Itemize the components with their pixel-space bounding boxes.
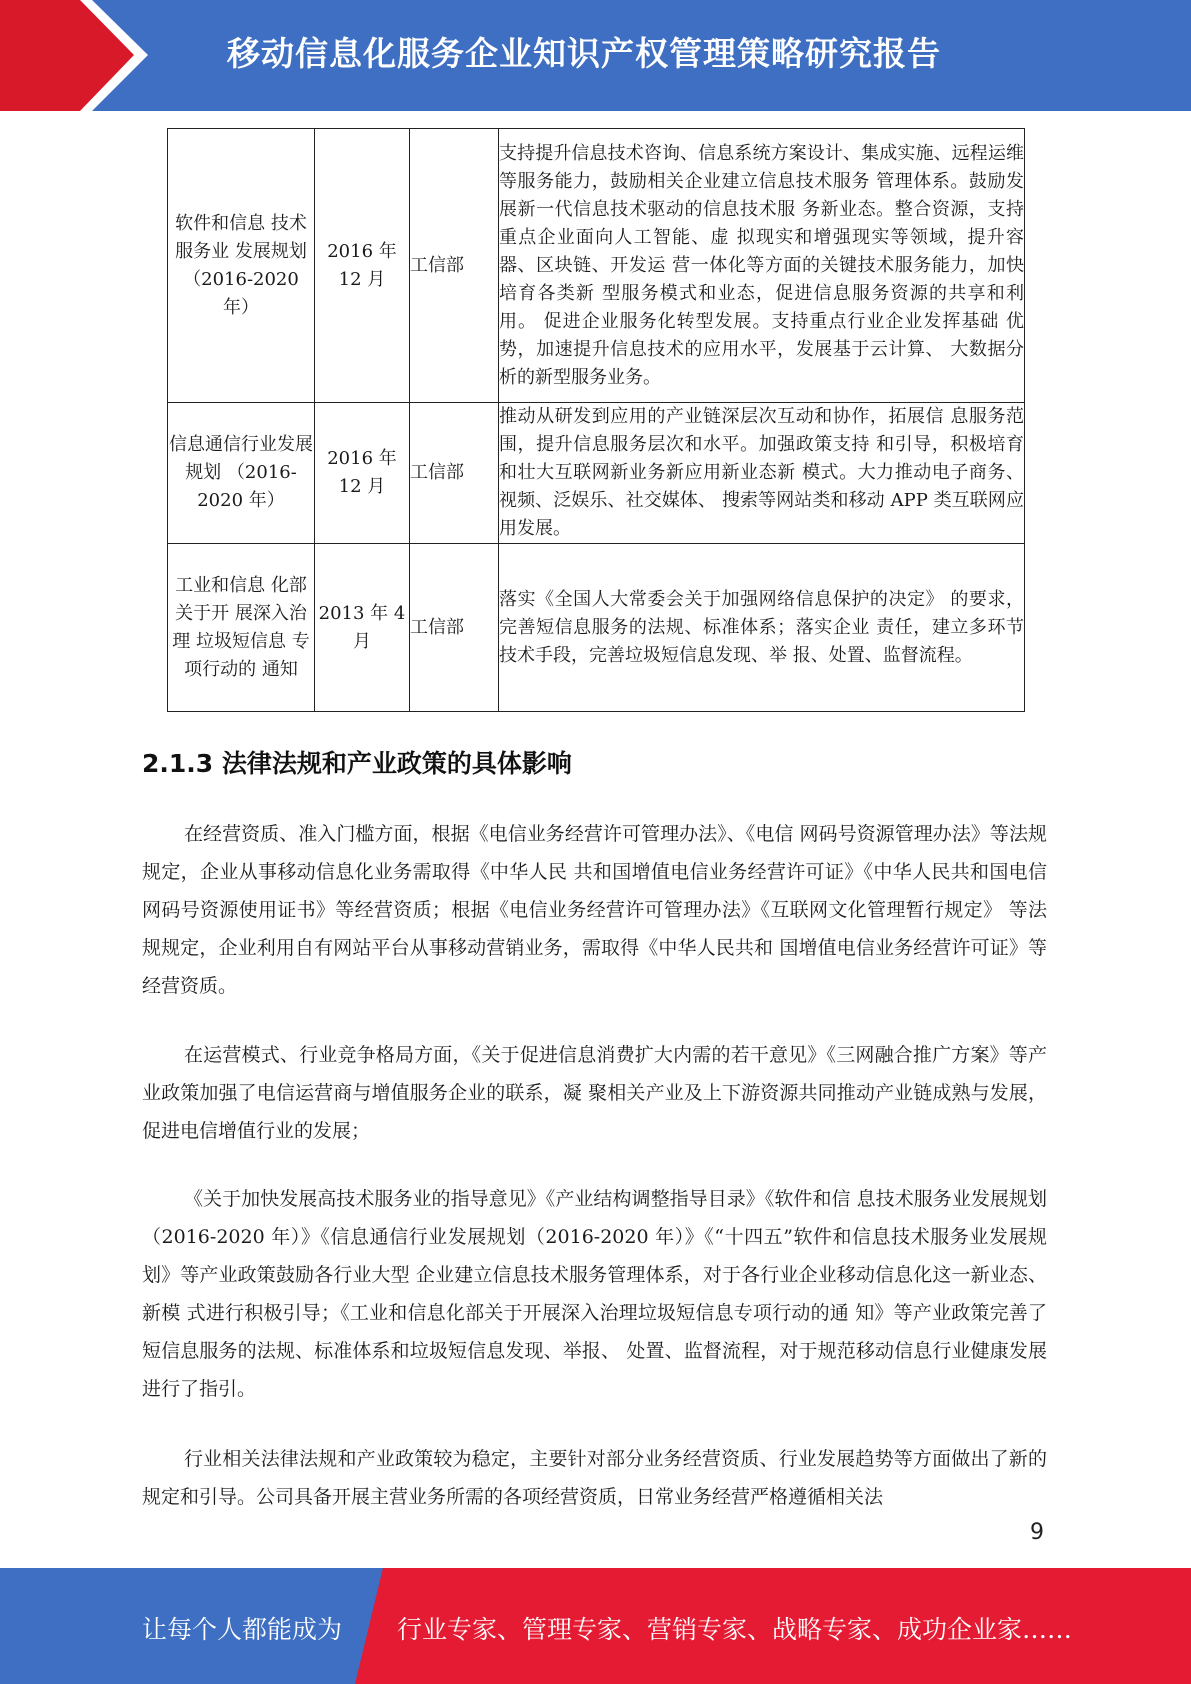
body-paragraph: 在运营模式、行业竞争格局方面，《关于促进信息消费扩大内需的若干意见》《三网融合推广方案》等产业政策加强了电信运营商与增值服务企业的联系，凝 聚相关产业及上下游资源共同推动产业链成熟与发展，促进电信增值行业的发展； (142, 1044, 1047, 1142)
page-number: 9 (1030, 1520, 1044, 1545)
policy-name: 工业和信息 化部关于开 展深入治理 垃圾短信息 专项行动的 通知 (168, 544, 315, 712)
policy-table (167, 128, 1025, 712)
report-title: 移动信息化服务企业知识产权管理策略研究报告 (227, 34, 941, 73)
body-paragraph: 在经营资质、准入门槛方面，根据《电信业务经营许可管理办法》、《电信 网码号资源管理办法》等法规规定，企业从事移动信息化业务需取得《中华人民 共和国增值电信业务经营许可证》《中华人民共和国电信网码号资源使用证书》等经营资质；根据《电信业务经营许可管理办法》《互联网文化管理暂行规定》 等法规规定，企业利用自有网站平台从事移动营销业务，需取得《中华人民共和 国增值电信业务经营许可证》等经营资质。 (142, 823, 1047, 997)
policy-name: 信息通信行业发展规划 （2016-2020 年） (168, 403, 315, 544)
policy-date: 2016 年 12 月 (315, 129, 410, 403)
policy-date: 2016 年 12 月 (315, 403, 410, 544)
footer-slogan-left: 让每个人都能成为 (142, 1615, 343, 1644)
body-paragraph: 《关于加快发展高技术服务业的指导意见》《产业结构调整指导目录》《软件和信 息技术服务业发展规划（2016-2020 年）》《信息通信行业发展规划（2016-2020 年）》《“十四五”软件和信息技术服务业发展规划》等产业政策鼓励各行业大型 企业建立信息技术服务管理体系，对于各行业企业移动信息化这一新业态、新模 式进行积极引导；《工业和信息化部关于开展深入治理垃圾短信息专项行动的通 知》等产业政策完善了短信息服务的法规、标准体系和垃圾短信息发现、举报、 处置、监督流程，对于规范移动信息行业健康发展进行了指引。 (142, 1188, 1047, 1400)
section-heading: 2.1.3 法律法规和产业政策的具体影响 (142, 749, 572, 778)
policy-department: 工信部 (410, 129, 499, 403)
page-footer (0, 1568, 1191, 1684)
policy-name: 软件和信息 技术服务业 发展规划 （2016-2020 年） (168, 129, 315, 403)
body-paragraph: 行业相关法律法规和产业政策较为稳定，主要针对部分业务经营资质、行业发展趋势等方面做出了新的规定和引导。公司具备开展主营业务所需的各项经营资质，日常业务经营严格遵循相关法 (142, 1448, 1047, 1508)
policy-department: 工信部 (410, 544, 499, 712)
policy-content: 推动从研发到应用的产业链深层次互动和协作，拓展信 息服务范围，提升信息服务层次和水平。加强政策支持 和引导，积极培育和壮大互联网新业务新应用新业态新 模式。大力推动电子商务、视频、泛娱乐、社交媒体、 搜索等网站类和移动 APP 类互联网应用发展。 (499, 403, 1025, 544)
footer-slogan-right: 行业专家、管理专家、营销专家、战略专家、成功企业家…… (397, 1615, 1073, 1644)
table-row (168, 129, 1025, 403)
policy-content: 支持提升信息技术咨询、信息系统方案设计、集成实施、远程运维等服务能力，鼓励相关企业建立信息技术服务 管理体系。鼓励发展新一代信息技术驱动的信息技术服 务新业态。整合资源，支持重点企业面向人工智能、虚 拟现实和增强现实等领域，提升容器、区块链、开发运 营一体化等方面的关键技术服务能力，加快培育各类新 型服务模式和业态，促进信息服务资源的共享和利用。 促进企业服务化转型发展。支持重点行业企业发挥基础 优势，加速提升信息技术的应用水平，发展基于云计算、 大数据分析的新型服务业务。 (499, 129, 1025, 403)
table-row (168, 544, 1025, 712)
page-header (0, 0, 1191, 111)
policy-date: 2013 年 4 月 (315, 544, 410, 712)
header-chevron-decoration (0, 0, 150, 111)
policy-content: 落实《全国人大常委会关于加强网络信息保护的决定》 的要求，完善短信息服务的法规、标准体系；落实企业 责任，建立多环节技术手段，完善垃圾短信息发现、举 报、处置、监督流程。 (499, 544, 1025, 712)
table-row (168, 403, 1025, 544)
policy-department: 工信部 (410, 403, 499, 544)
